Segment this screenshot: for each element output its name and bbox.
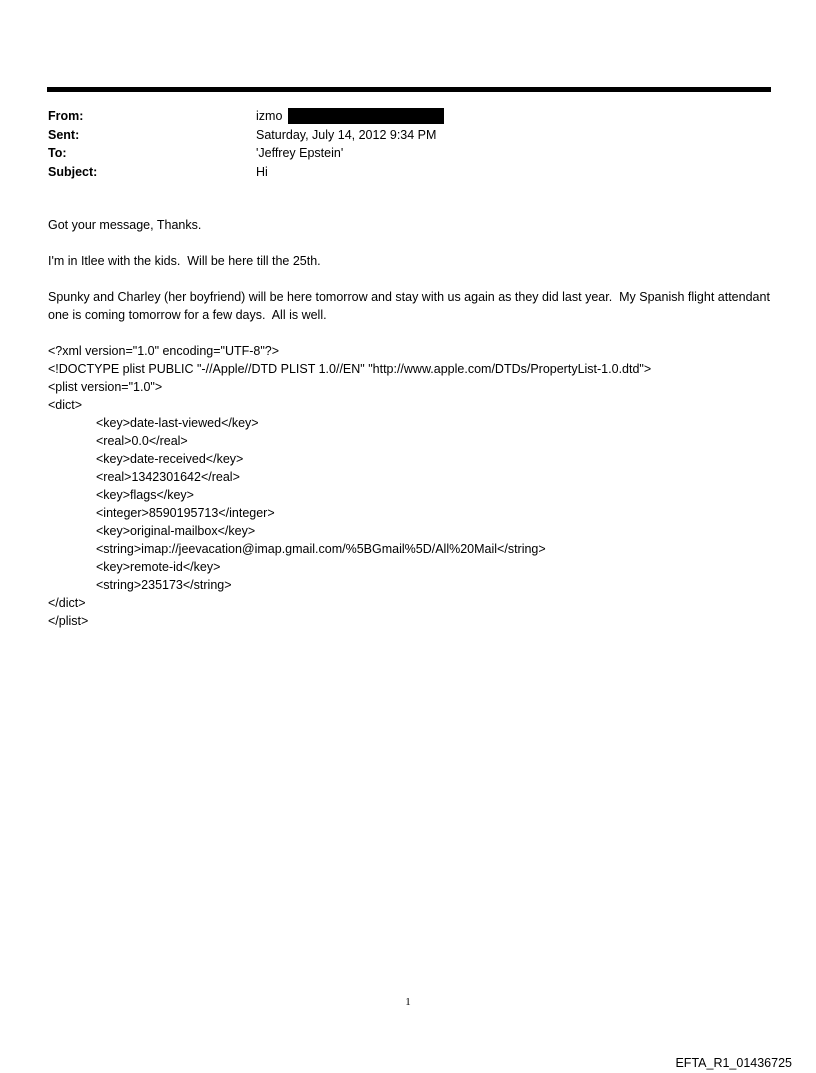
header-divider bbox=[47, 87, 771, 92]
plist-block bbox=[48, 342, 772, 630]
from-label: From: bbox=[48, 109, 84, 123]
page-number: 1 bbox=[405, 996, 411, 1008]
plist-line: <plist version="1.0"> bbox=[48, 380, 163, 394]
body-paragraph: Spunky and Charley (her boyfriend) will be here tomorrow and stay with us again as they did last year. My Spanish flight attendant one is coming tomorrow for a few days. All is well. bbox=[48, 290, 774, 322]
plist-line: <dict> bbox=[48, 398, 83, 412]
from-sender-name: izmo bbox=[256, 109, 283, 123]
plist-line: <string>imap://jeevacation@imap.gmail.com/%5BGmail%5D/All%20Mail</string> bbox=[96, 542, 546, 556]
plist-line: <string>235173</string> bbox=[96, 578, 232, 592]
plist-line: <integer>8590195713</integer> bbox=[96, 506, 275, 520]
to-label: To: bbox=[48, 146, 67, 160]
subject-row bbox=[48, 163, 768, 182]
redaction-box bbox=[288, 108, 444, 124]
sent-value: Saturday, July 14, 2012 9:34 PM bbox=[256, 127, 437, 142]
to-value: 'Jeffrey Epstein' bbox=[256, 146, 344, 160]
body-paragraph: I'm in Itlee with the kids. Will be here till the 25th. bbox=[48, 254, 321, 268]
from-row bbox=[48, 107, 768, 126]
subject-value: Hi bbox=[256, 164, 268, 179]
email-header bbox=[48, 107, 768, 181]
plist-line: </dict> bbox=[48, 596, 86, 610]
email-body bbox=[48, 216, 772, 630]
plist-line: <key>remote-id</key> bbox=[96, 560, 221, 574]
body-paragraph: Got your message, Thanks. bbox=[48, 218, 202, 232]
plist-line: <?xml version="1.0" encoding="UTF-8"?> bbox=[48, 344, 280, 358]
sent-label: Sent: bbox=[48, 127, 80, 142]
plist-line: </plist> bbox=[48, 614, 89, 628]
to-row bbox=[48, 144, 768, 163]
plist-line: <!DOCTYPE plist PUBLIC "-//Apple//DTD PLIST 1.0//EN" "http://www.apple.com/DTDs/PropertyList-1.0.dtd"> bbox=[48, 362, 652, 376]
sent-row bbox=[48, 126, 768, 145]
bates-number: EFTA_R1_01436725 bbox=[675, 1056, 792, 1070]
from-value bbox=[256, 107, 444, 126]
plist-line: <key>original-mailbox</key> bbox=[96, 524, 256, 538]
plist-line: <key>flags</key> bbox=[96, 488, 194, 502]
plist-line: <key>date-last-viewed</key> bbox=[96, 416, 259, 430]
plist-line: <real>0.0</real> bbox=[96, 434, 188, 448]
subject-label: Subject: bbox=[48, 164, 98, 179]
plist-line: <real>1342301642</real> bbox=[96, 470, 240, 484]
plist-line: <key>date-received</key> bbox=[96, 452, 244, 466]
